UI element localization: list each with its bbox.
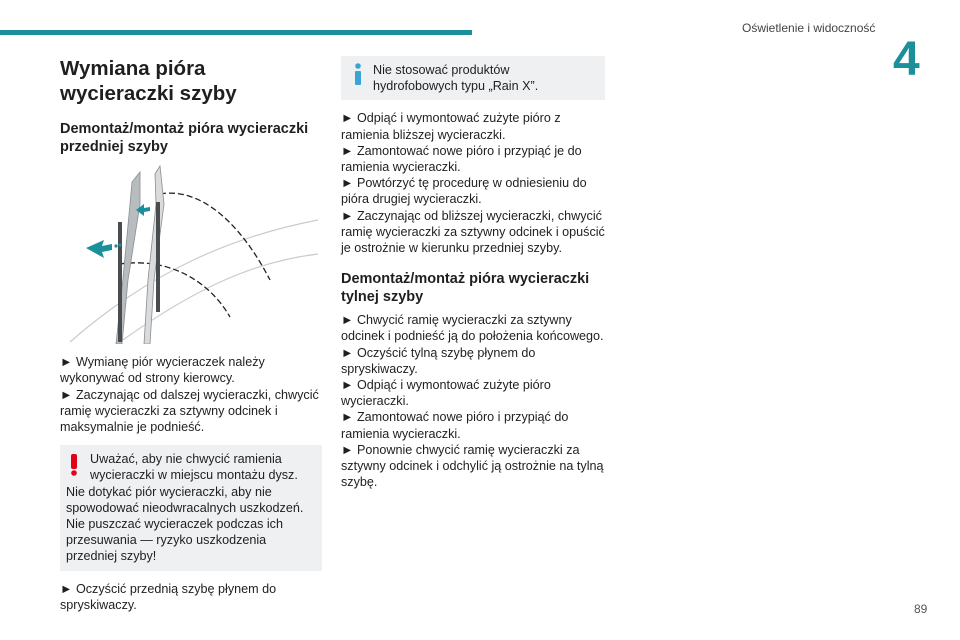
warning-text: Nie puszczać wycieraczek podczas ich przesuwania — ryzyko uszkodzenia przedniej szyby! [66, 517, 283, 564]
front-wiper-heading: Demontaż/montaż pióra wycieraczki przedniej szyby [60, 121, 309, 155]
step-text: ► Zamontować nowe pióro i przypiąć do ramienia wycieraczki. [341, 410, 569, 441]
step-text: ► Wymianę piór wycieraczek należy wykonywać od strony kierowcy. [60, 355, 265, 386]
page-title: Wymiana pióra wycieraczki szyby [60, 57, 237, 105]
info-icon [353, 63, 363, 85]
step-text: ► Zaczynając od bliższej wycieraczki, chwycić ramię wycieraczki za sztywny odcinek i opuścić je ostrożnie w kierunku przedniej szyby. [341, 208, 605, 256]
page-number: 89 [914, 602, 928, 616]
warning-box [60, 445, 322, 570]
warning-text: Uważać, aby nie chwycić ramienia wycieraczki w miejscu montażu dysz. [90, 452, 298, 483]
warning-text: Nie dotykać piór wycieraczki, aby nie spowodować nieodwracalnych uszkodzeń. [66, 484, 304, 515]
step-text: ► Ponownie chwycić ramię wycieraczki za sztywny odcinek i odchylić ją ostrożnie na tylną szybę. [341, 442, 604, 490]
step-text: ► Powtórzyć tę procedurę w odniesieniu do pióra drugiej wycieraczki. [341, 176, 587, 207]
step-text: ► Oczyścić tylną szybę płynem do spryskiwaczy. [341, 345, 536, 376]
windshield-edge-outer [70, 220, 318, 342]
step-text: ► Odpiąć i wymontować zużyte pióro wycieraczki. [341, 378, 551, 409]
sweep-arc-lower [120, 263, 230, 317]
section-title: Oświetlenie i widoczność [742, 21, 876, 35]
arrow-icon [86, 240, 122, 258]
right-column [341, 56, 605, 490]
step-text: ► Oczyścić przednią szybę płynem do spryskiwaczy. [60, 581, 277, 612]
chapter-number: 4 [893, 33, 920, 86]
info-box [341, 56, 605, 100]
info-text: Nie stosować produktów hydrofobowych typu „Rain X”. [373, 63, 539, 94]
step-text: ► Odpiąć i wymontować zużyte pióro z ramienia bliższej wycieraczki. [341, 111, 561, 142]
header-accent-bar [0, 30, 472, 35]
rear-wiper-heading: Demontaż/montaż pióra wycieraczki tylnej szyby [341, 271, 590, 306]
warning-icon [70, 454, 78, 476]
step-text: ► Zamontować nowe pióro i przypiąć je do ramienia wycieraczki. [341, 143, 582, 175]
step-text: ► Chwycić ramię wycieraczki za sztywny odcinek i podnieść ją do położenia końcowego. [341, 313, 604, 344]
step-text: ► Zaczynając od dalszej wycieraczki, chwycić ramię wycieraczki za sztywny odcinek i maksymalnie je podnieść. [60, 387, 319, 435]
left-column [60, 56, 322, 613]
wiper-illustration [60, 162, 322, 344]
